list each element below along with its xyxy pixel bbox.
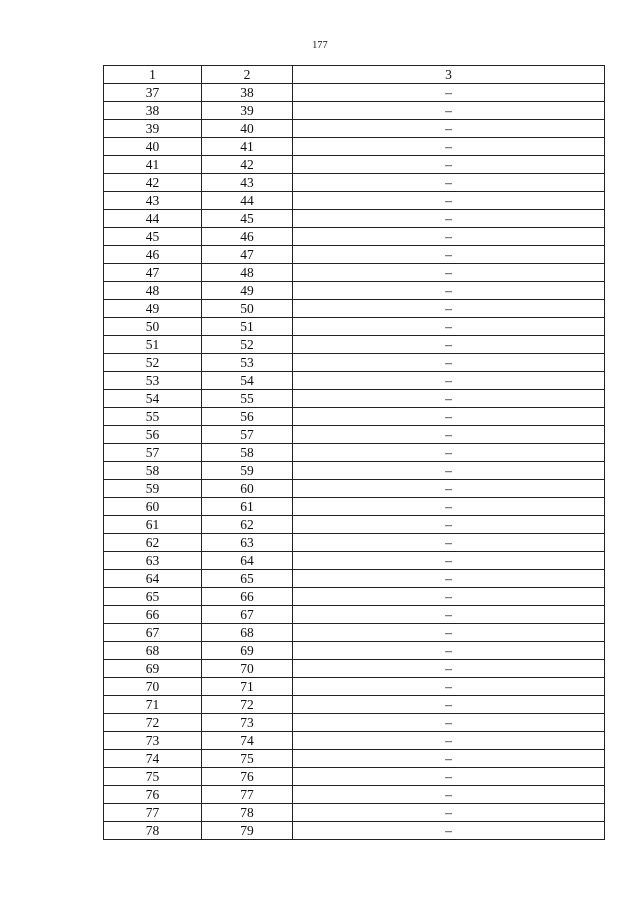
table-cell: – (293, 588, 605, 606)
table-row (104, 120, 605, 138)
table-cell: – (293, 606, 605, 624)
table-cell: 60 (104, 498, 202, 516)
table-cell: – (293, 300, 605, 318)
table-cell: 37 (104, 84, 202, 102)
table-row (104, 174, 605, 192)
table-row (104, 570, 605, 588)
table-cell: – (293, 786, 605, 804)
table-cell: 48 (104, 282, 202, 300)
table-cell: 64 (104, 570, 202, 588)
table-row (104, 282, 605, 300)
table-cell: 72 (202, 696, 293, 714)
table-cell: – (293, 156, 605, 174)
table-cell: 44 (202, 192, 293, 210)
table-row (104, 444, 605, 462)
table-cell: 61 (202, 498, 293, 516)
page-number: 177 (312, 40, 328, 51)
table-cell: – (293, 732, 605, 750)
table-cell: 79 (202, 822, 293, 840)
table-cell: 73 (202, 714, 293, 732)
table-cell: 75 (202, 750, 293, 768)
table-cell: 39 (202, 102, 293, 120)
table-row (104, 408, 605, 426)
table-cell: 60 (202, 480, 293, 498)
table-cell: 69 (104, 660, 202, 678)
table-cell: 65 (104, 588, 202, 606)
table-cell: 59 (202, 462, 293, 480)
table-row (104, 354, 605, 372)
table-body (104, 84, 605, 840)
table-cell: 40 (202, 120, 293, 138)
table-cell: 47 (104, 264, 202, 282)
table-cell: – (293, 660, 605, 678)
table-row (104, 300, 605, 318)
table-row (104, 498, 605, 516)
table-cell: – (293, 120, 605, 138)
table-cell: 62 (104, 534, 202, 552)
table-row (104, 534, 605, 552)
table-cell: 48 (202, 264, 293, 282)
table-cell: 54 (104, 390, 202, 408)
column-header-2: 2 (202, 66, 293, 84)
table-cell: – (293, 516, 605, 534)
table-row (104, 624, 605, 642)
table-cell: – (293, 210, 605, 228)
table-cell: – (293, 768, 605, 786)
table-cell: – (293, 246, 605, 264)
table-cell: – (293, 624, 605, 642)
table-cell: – (293, 318, 605, 336)
table-cell: 45 (104, 228, 202, 246)
table-row (104, 750, 605, 768)
table-cell: – (293, 174, 605, 192)
table-cell: – (293, 444, 605, 462)
table-cell: – (293, 714, 605, 732)
table-cell: 66 (104, 606, 202, 624)
table-row (104, 642, 605, 660)
table-cell: – (293, 480, 605, 498)
table-cell: 56 (104, 426, 202, 444)
table-cell: – (293, 822, 605, 840)
table-row (104, 606, 605, 624)
table-cell: 70 (104, 678, 202, 696)
table-row (104, 156, 605, 174)
table-row (104, 84, 605, 102)
table-row (104, 786, 605, 804)
table-cell: – (293, 372, 605, 390)
table-row (104, 588, 605, 606)
table-row (104, 138, 605, 156)
table-cell: – (293, 498, 605, 516)
data-table (103, 65, 605, 840)
table-cell: 42 (202, 156, 293, 174)
column-header-3: 3 (293, 66, 605, 84)
table-cell: 76 (202, 768, 293, 786)
table-cell: 67 (202, 606, 293, 624)
table-cell: 71 (202, 678, 293, 696)
table-cell: – (293, 354, 605, 372)
table-row (104, 102, 605, 120)
table-cell: – (293, 192, 605, 210)
table-cell: – (293, 138, 605, 156)
table-cell: – (293, 750, 605, 768)
table-cell: – (293, 102, 605, 120)
table-row (104, 192, 605, 210)
table-cell: 38 (202, 84, 293, 102)
table-header-row (104, 66, 605, 84)
table-row (104, 390, 605, 408)
table-cell: 50 (202, 300, 293, 318)
table-cell: 43 (202, 174, 293, 192)
table-cell: 49 (202, 282, 293, 300)
table-cell: 73 (104, 732, 202, 750)
table-cell: 74 (104, 750, 202, 768)
table-cell: 69 (202, 642, 293, 660)
table-cell: 75 (104, 768, 202, 786)
table-cell: 58 (202, 444, 293, 462)
table-row (104, 318, 605, 336)
table-row (104, 804, 605, 822)
table-cell: – (293, 228, 605, 246)
table-row (104, 732, 605, 750)
table-cell: – (293, 642, 605, 660)
table-cell: 54 (202, 372, 293, 390)
table-cell: 63 (202, 534, 293, 552)
table-cell: 62 (202, 516, 293, 534)
table-cell: 42 (104, 174, 202, 192)
table-cell: 47 (202, 246, 293, 264)
table-cell: 52 (202, 336, 293, 354)
table-cell: 55 (104, 408, 202, 426)
table-row (104, 552, 605, 570)
column-header-1: 1 (104, 66, 202, 84)
table-cell: 51 (202, 318, 293, 336)
table-cell: 56 (202, 408, 293, 426)
table-cell: 45 (202, 210, 293, 228)
table-cell: 46 (202, 228, 293, 246)
table-row (104, 516, 605, 534)
table-cell: – (293, 462, 605, 480)
table-cell: 68 (104, 642, 202, 660)
table-cell: – (293, 390, 605, 408)
table-cell: 66 (202, 588, 293, 606)
table-cell: 39 (104, 120, 202, 138)
table-cell: 57 (104, 444, 202, 462)
table-cell: – (293, 552, 605, 570)
table-cell: – (293, 336, 605, 354)
table-cell: 44 (104, 210, 202, 228)
table-cell: 77 (202, 786, 293, 804)
table-row (104, 660, 605, 678)
table-cell: 40 (104, 138, 202, 156)
table-row (104, 336, 605, 354)
table-cell: 57 (202, 426, 293, 444)
table-row (104, 696, 605, 714)
table-cell: 55 (202, 390, 293, 408)
table-row (104, 426, 605, 444)
table-cell: 43 (104, 192, 202, 210)
table-cell: 77 (104, 804, 202, 822)
table-row (104, 246, 605, 264)
table-cell: – (293, 696, 605, 714)
table-cell: – (293, 534, 605, 552)
table-row (104, 480, 605, 498)
table-cell: 50 (104, 318, 202, 336)
table-cell: 63 (104, 552, 202, 570)
table-row (104, 210, 605, 228)
table-row (104, 822, 605, 840)
table-cell: 53 (202, 354, 293, 372)
table-cell: – (293, 408, 605, 426)
table-cell: 58 (104, 462, 202, 480)
table-cell: – (293, 282, 605, 300)
table-row (104, 462, 605, 480)
table-cell: – (293, 264, 605, 282)
table-cell: 68 (202, 624, 293, 642)
table-cell: 46 (104, 246, 202, 264)
table-row (104, 768, 605, 786)
table-cell: 52 (104, 354, 202, 372)
table-cell: 53 (104, 372, 202, 390)
table-cell: 76 (104, 786, 202, 804)
table-cell: 41 (104, 156, 202, 174)
table-row (104, 678, 605, 696)
table-cell: 61 (104, 516, 202, 534)
table-cell: 51 (104, 336, 202, 354)
table-cell: 71 (104, 696, 202, 714)
table-cell: 41 (202, 138, 293, 156)
table-row (104, 714, 605, 732)
table-cell: 64 (202, 552, 293, 570)
table-cell: – (293, 570, 605, 588)
table-row (104, 228, 605, 246)
table-cell: – (293, 84, 605, 102)
table-cell: 70 (202, 660, 293, 678)
table-cell: – (293, 804, 605, 822)
table-cell: – (293, 426, 605, 444)
table-cell: 49 (104, 300, 202, 318)
table-row (104, 264, 605, 282)
table-cell: 78 (104, 822, 202, 840)
table-cell: 78 (202, 804, 293, 822)
table-row (104, 372, 605, 390)
table-cell: – (293, 678, 605, 696)
table-cell: 72 (104, 714, 202, 732)
table-cell: 65 (202, 570, 293, 588)
table-cell: 59 (104, 480, 202, 498)
table-cell: 74 (202, 732, 293, 750)
table-cell: 38 (104, 102, 202, 120)
table-cell: 67 (104, 624, 202, 642)
